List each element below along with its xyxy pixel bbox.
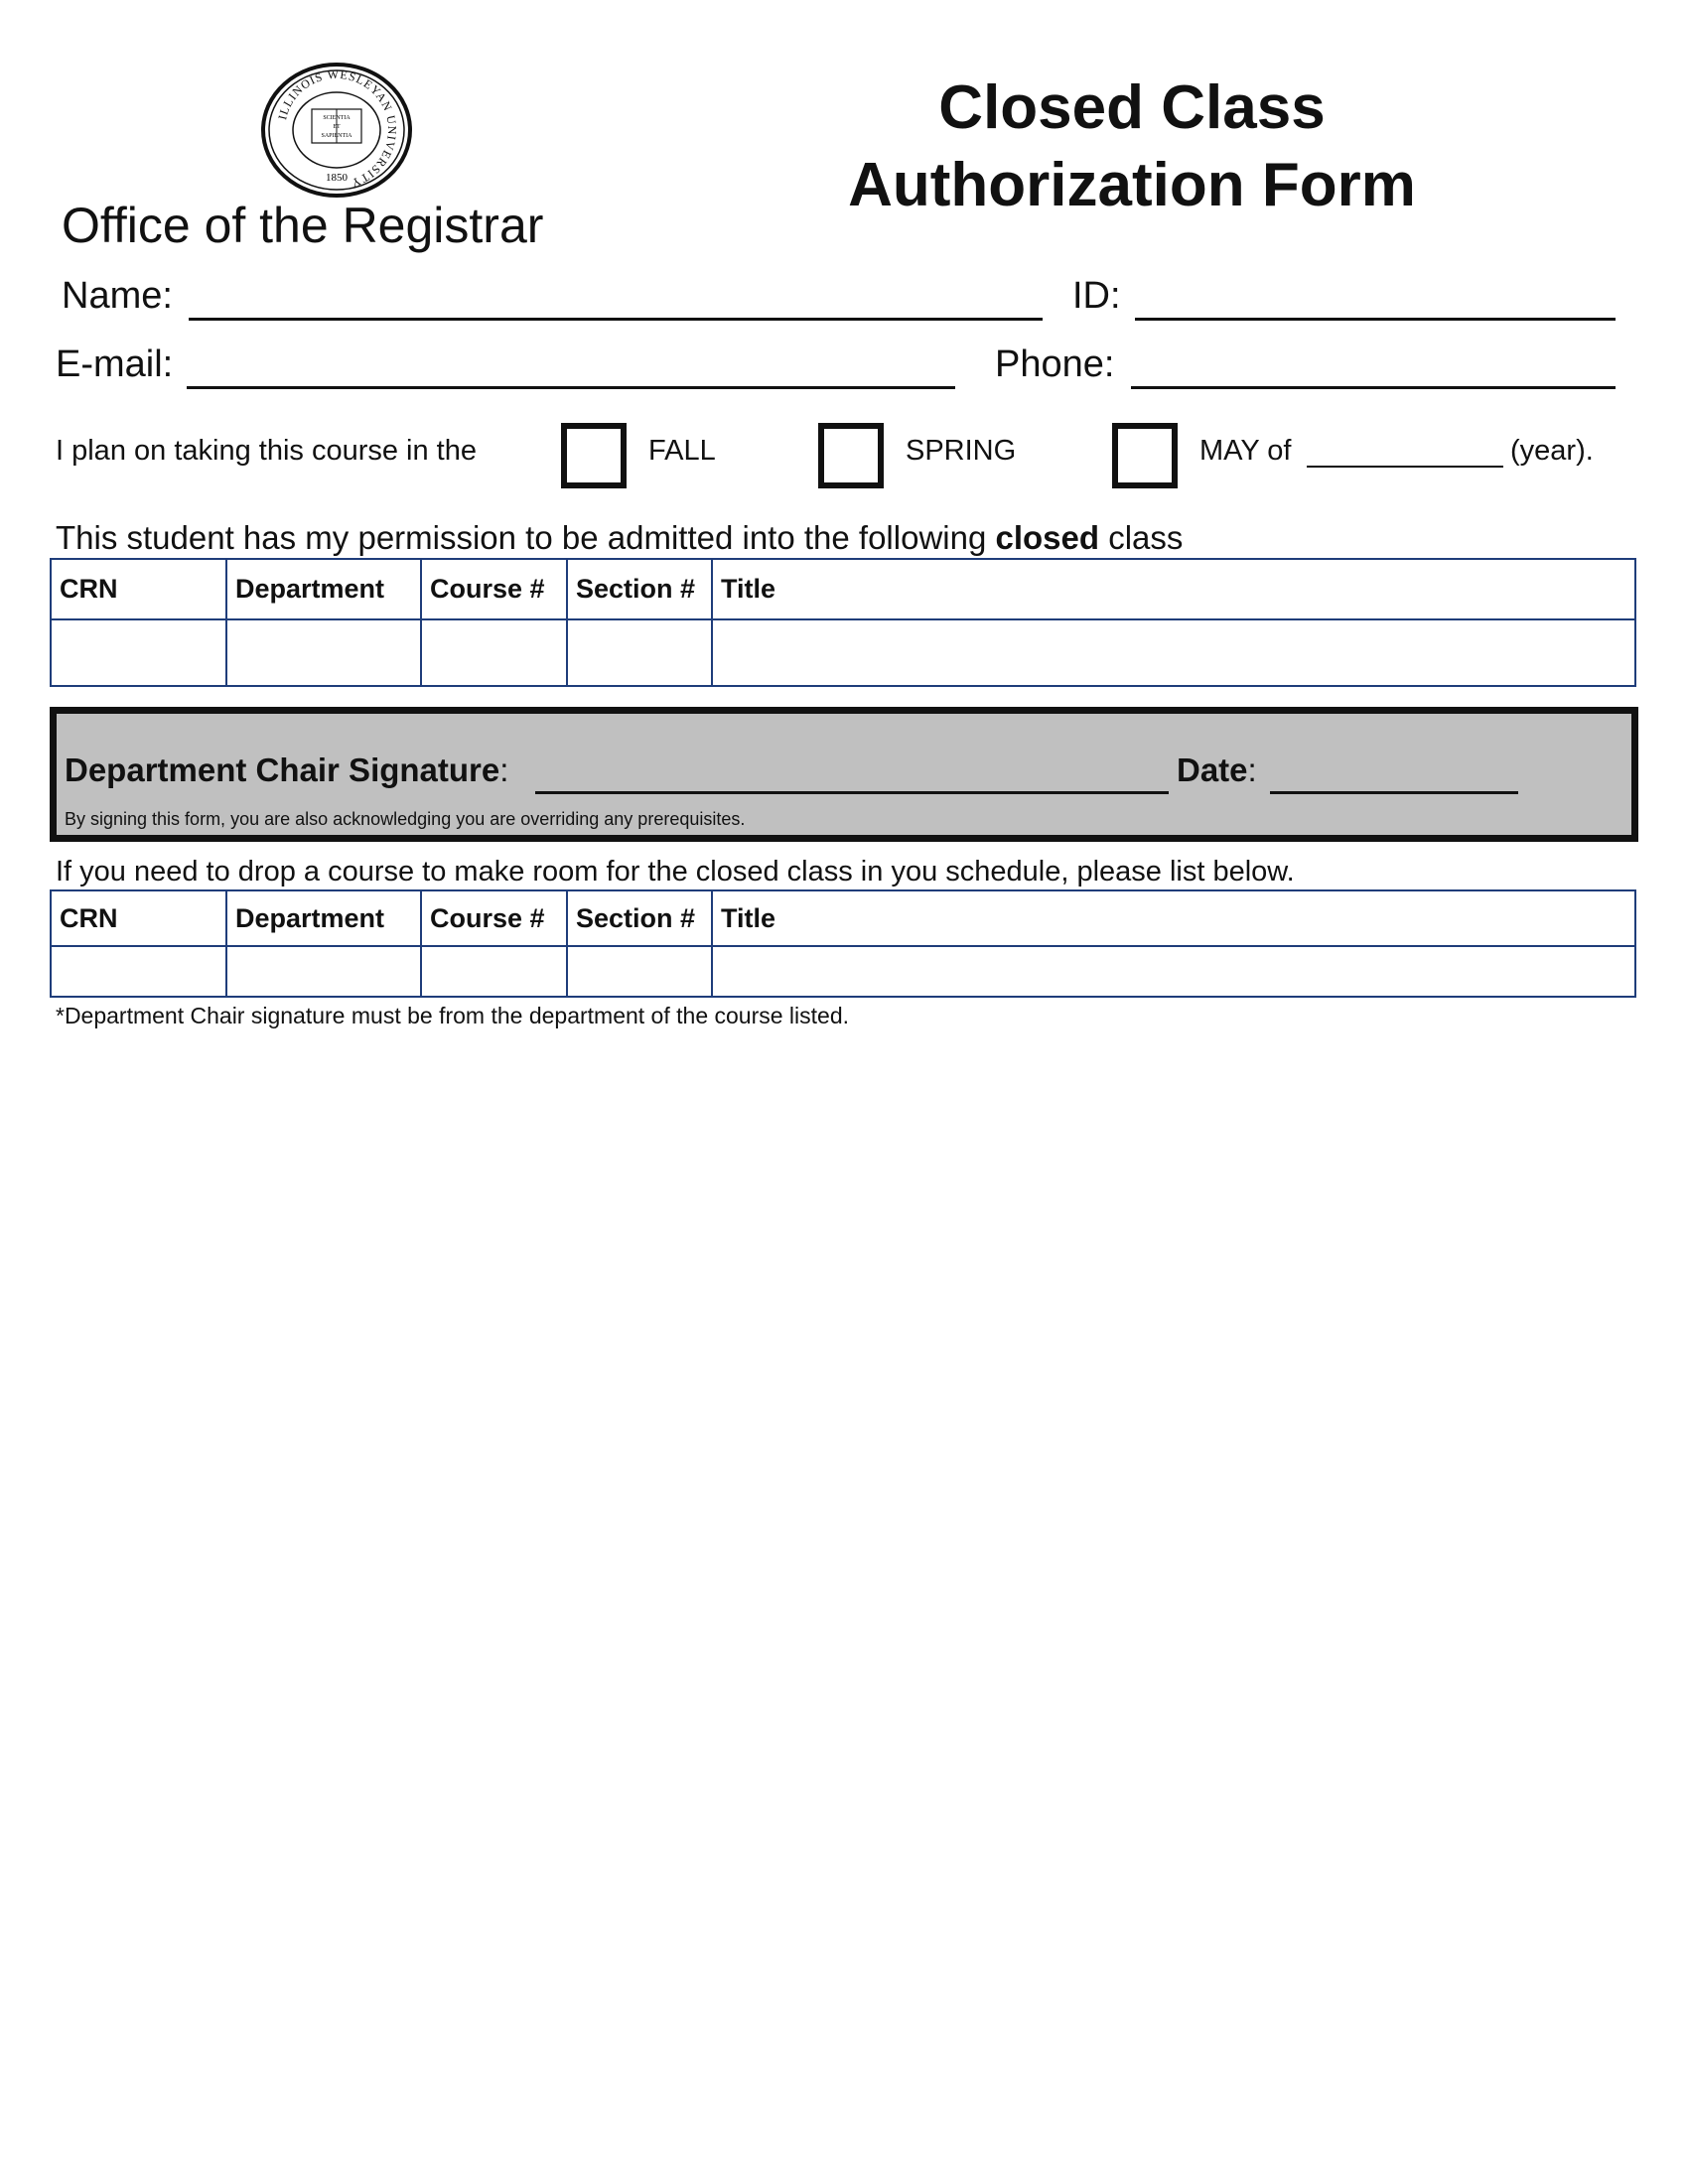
date-label (1177, 751, 1257, 789)
crn-cell[interactable] (51, 946, 226, 997)
signature-disclaimer: By signing this form, you are also acknowledging you are overriding any prerequisites. (65, 809, 746, 829)
course-cell[interactable] (421, 619, 567, 686)
drop-course-table (50, 889, 1636, 998)
seal-motto-2: ET (333, 124, 341, 130)
section-cell[interactable] (567, 946, 712, 997)
drop-instructions: If you need to drop a course to make room for the closed class in you schedule, please list below. (56, 856, 1295, 887)
name-field[interactable] (189, 318, 1043, 321)
year-field[interactable] (1307, 466, 1503, 468)
university-seal (260, 62, 413, 199)
column-header-section: Section # (567, 559, 712, 619)
column-header-crn: CRN (51, 559, 226, 619)
term-prompt: I plan on taking this course in the (56, 435, 477, 467)
name-label: Name: (62, 275, 173, 317)
date-colon: : (1247, 751, 1257, 788)
year-suffix: (year). (1510, 435, 1594, 467)
column-header-department: Department (226, 559, 421, 619)
column-header-crn: CRN (51, 890, 226, 946)
chair-signature-label (65, 751, 508, 789)
table-row (51, 619, 1635, 686)
seal-ring-text: ILLINOIS WESLEYAN UNIVERSITY (275, 67, 400, 191)
permission-text-end: class (1099, 519, 1184, 556)
id-label: ID: (1072, 275, 1121, 317)
form-title-line-2: Authorization Form (848, 151, 1416, 219)
crn-cell[interactable] (51, 619, 226, 686)
email-label: E-mail: (56, 343, 174, 385)
office-name: Office of the Registrar (62, 198, 544, 253)
table-header-row (51, 890, 1635, 946)
may-checkbox[interactable] (1112, 423, 1178, 488)
fall-label: FALL (648, 435, 716, 467)
column-header-title: Title (712, 559, 1635, 619)
seal-motto-1: SCIENTIA (323, 115, 351, 121)
form-title-line-1: Closed Class (938, 73, 1326, 142)
chair-signature-label-text: Department Chair Signature (65, 751, 500, 788)
seal-motto-3: SAPIENTIA (321, 133, 352, 139)
permission-text-start: This student has my permission to be admitted into the following (56, 519, 996, 556)
footnote: *Department Chair signature must be from the department of the course listed. (56, 1003, 850, 1028)
form-title (814, 69, 1450, 224)
closed-class-table (50, 558, 1636, 687)
column-header-course: Course # (421, 890, 567, 946)
date-label-text: Date (1177, 751, 1248, 788)
section-cell[interactable] (567, 619, 712, 686)
department-cell[interactable] (226, 946, 421, 997)
column-header-section: Section # (567, 890, 712, 946)
column-header-course: Course # (421, 559, 567, 619)
department-cell[interactable] (226, 619, 421, 686)
permission-text-closed: closed (995, 519, 1100, 556)
course-cell[interactable] (421, 946, 567, 997)
may-label: MAY of (1199, 435, 1292, 467)
seal-year: 1850 (326, 172, 348, 184)
table-row (51, 946, 1635, 997)
spring-checkbox[interactable] (818, 423, 884, 488)
phone-field[interactable] (1131, 386, 1616, 389)
phone-label: Phone: (995, 343, 1115, 385)
permission-statement (56, 519, 1183, 557)
id-field[interactable] (1135, 318, 1616, 321)
title-cell[interactable] (712, 619, 1635, 686)
column-header-department: Department (226, 890, 421, 946)
fall-checkbox[interactable] (561, 423, 627, 488)
chair-signature-colon: : (499, 751, 509, 788)
spring-label: SPRING (906, 435, 1017, 467)
title-cell[interactable] (712, 946, 1635, 997)
email-field[interactable] (187, 386, 955, 389)
column-header-title: Title (712, 890, 1635, 946)
date-field[interactable] (1270, 791, 1518, 794)
signature-box (50, 707, 1638, 842)
table-header-row (51, 559, 1635, 619)
chair-signature-field[interactable] (535, 791, 1169, 794)
